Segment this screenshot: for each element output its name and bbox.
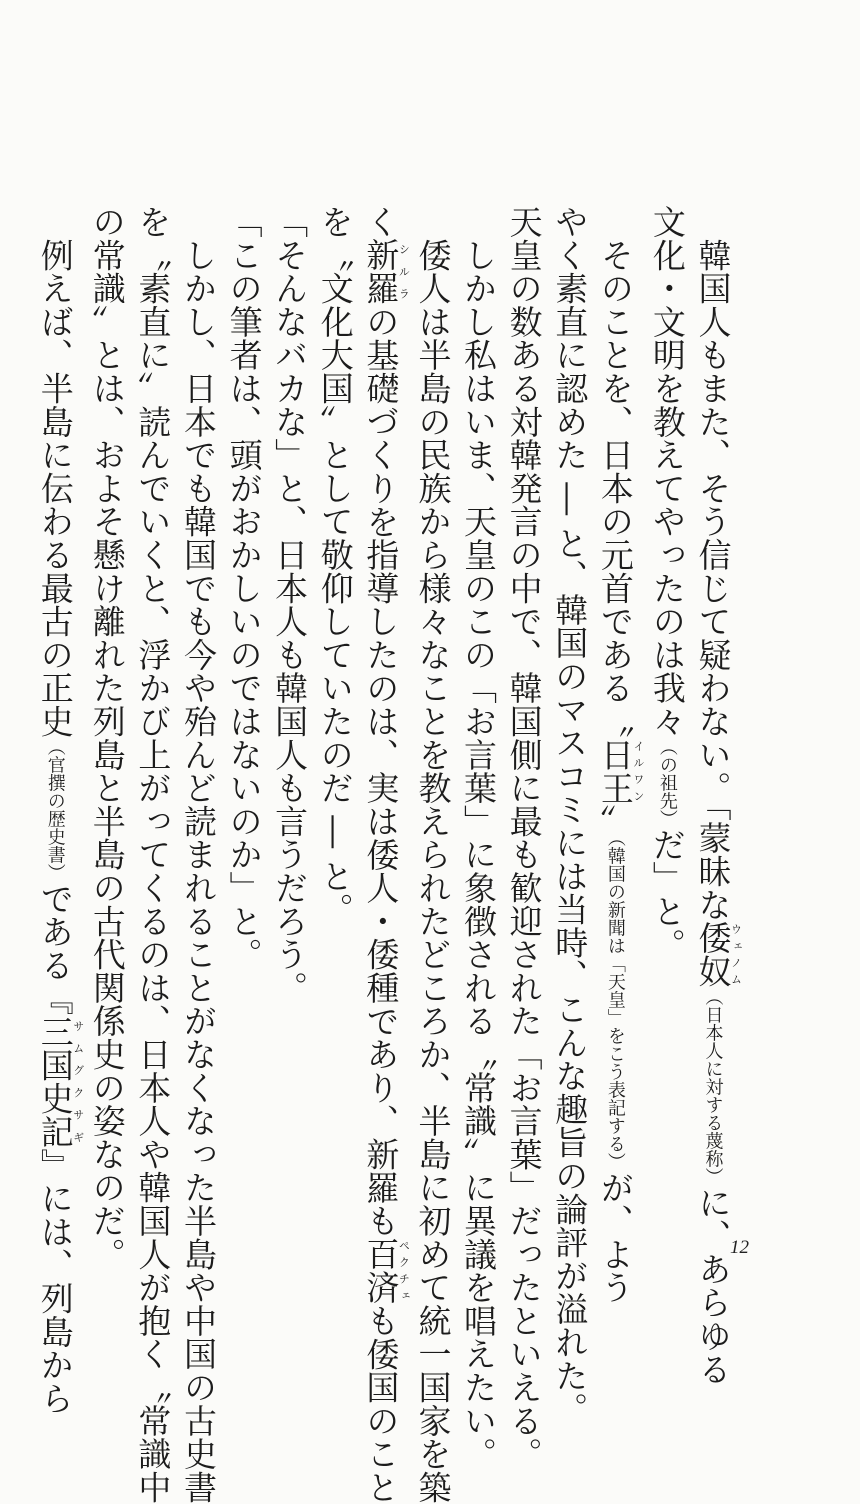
text-run: やく素直に認めた ― と、韓国のマスコミには当時、こんな趣旨の論評が溢れた。	[550, 205, 590, 1426]
text-run: の常識〟とは、およそ懸け離れた列島と半島の古代関係史の姿なのだ。	[87, 205, 127, 1271]
text-line	[501, 205, 547, 1471]
ruby-base: 新羅	[361, 238, 401, 305]
text-run: を〝文化大国〟として敬仰していたのだ ― と。	[315, 205, 355, 926]
ruby-base: 倭奴	[693, 921, 733, 988]
text-run: だ」と。	[647, 827, 687, 962]
ruby-word	[595, 737, 645, 805]
text-line	[644, 205, 690, 1235]
text-line	[267, 205, 313, 1235]
text-run: の基礎づくりを指導したのは、実は倭人・倭種であり、新羅も	[361, 304, 401, 1238]
text-run: である『	[35, 881, 75, 1016]
text-line	[130, 205, 176, 1504]
text-run: が、よう	[595, 1170, 635, 1304]
text-run: 「そんなバカな」と、日本人も韓国人も言うだろう。	[270, 205, 310, 1005]
ruby-base: 日王	[595, 737, 635, 805]
text-line	[221, 205, 267, 1235]
text-run: も倭国のこと	[361, 1303, 401, 1504]
text-line	[175, 205, 221, 1504]
ruby-word	[361, 238, 411, 305]
ruby-reading: ウェノム	[729, 921, 743, 988]
text-run: に、あらゆる	[693, 1185, 733, 1386]
ruby-reading: サムグクサギ	[71, 1015, 85, 1149]
text-run: く	[361, 205, 401, 239]
text-line	[84, 205, 130, 1271]
text-line	[455, 205, 501, 1471]
ruby-reading: イルワン	[631, 737, 645, 805]
text-run: 例えば、半島に伝わる最古の正史	[35, 205, 75, 738]
text-run: 韓国人もまた、そう信じて疑わない。「蒙昧な	[693, 205, 733, 922]
ruby-word	[361, 1237, 411, 1304]
text-line	[547, 205, 593, 1426]
annotation-note: （韓国の新聞は「天皇」をこう表記する）	[604, 837, 626, 1171]
ruby-base: 百済	[361, 1237, 401, 1304]
text-run: 「この筆者は、頭がおかしいのではないのか」と。	[224, 205, 264, 971]
text-line	[312, 205, 358, 1235]
ruby-reading: ペクチェ	[397, 1237, 411, 1304]
text-run: 天皇の数ある対韓発言の中で、韓国側に最も歓迎された「お言葉」だったといえる。	[504, 205, 544, 1471]
ruby-base: 三国史記	[35, 1015, 75, 1149]
annotation-note: （官撰の歴史書）	[44, 737, 66, 882]
ruby-reading: シルラ	[397, 238, 411, 305]
text-run: 〟	[595, 804, 635, 838]
text-line	[32, 205, 85, 1415]
ruby-word	[693, 921, 743, 988]
text-line	[410, 205, 456, 1504]
text-run: そのことを、日本の元首である〝	[595, 205, 635, 738]
text-run: 』には、列島から	[35, 1148, 75, 1415]
text-run: 文化・文明を教えてやったのは我々	[647, 205, 687, 738]
page-number: 12	[730, 1237, 749, 1258]
text-line	[592, 205, 645, 1304]
text-run: を〝素直に〟読んでいくと、浮かび上がってくるのは、日本人や韓国人が抱く〝常識中	[133, 205, 173, 1504]
text-run: しかし私はいま、天皇のこの「お言葉」に象徴される〝常識〟に異議を唱えたい。	[459, 205, 499, 1471]
text-run: しかし、日本でも韓国でも今や殆んど読まれることがなくなった半島や中国の古史書	[178, 205, 218, 1504]
annotation-note: （日本人に対する蔑称）	[702, 987, 724, 1186]
text-line	[358, 205, 411, 1504]
annotation-note: （の祖先）	[656, 737, 678, 828]
text-run: 倭人は半島の民族から様々なことを教えられたどころか、半島に初めて統一国家を築	[413, 205, 453, 1504]
ruby-word	[35, 1015, 85, 1149]
